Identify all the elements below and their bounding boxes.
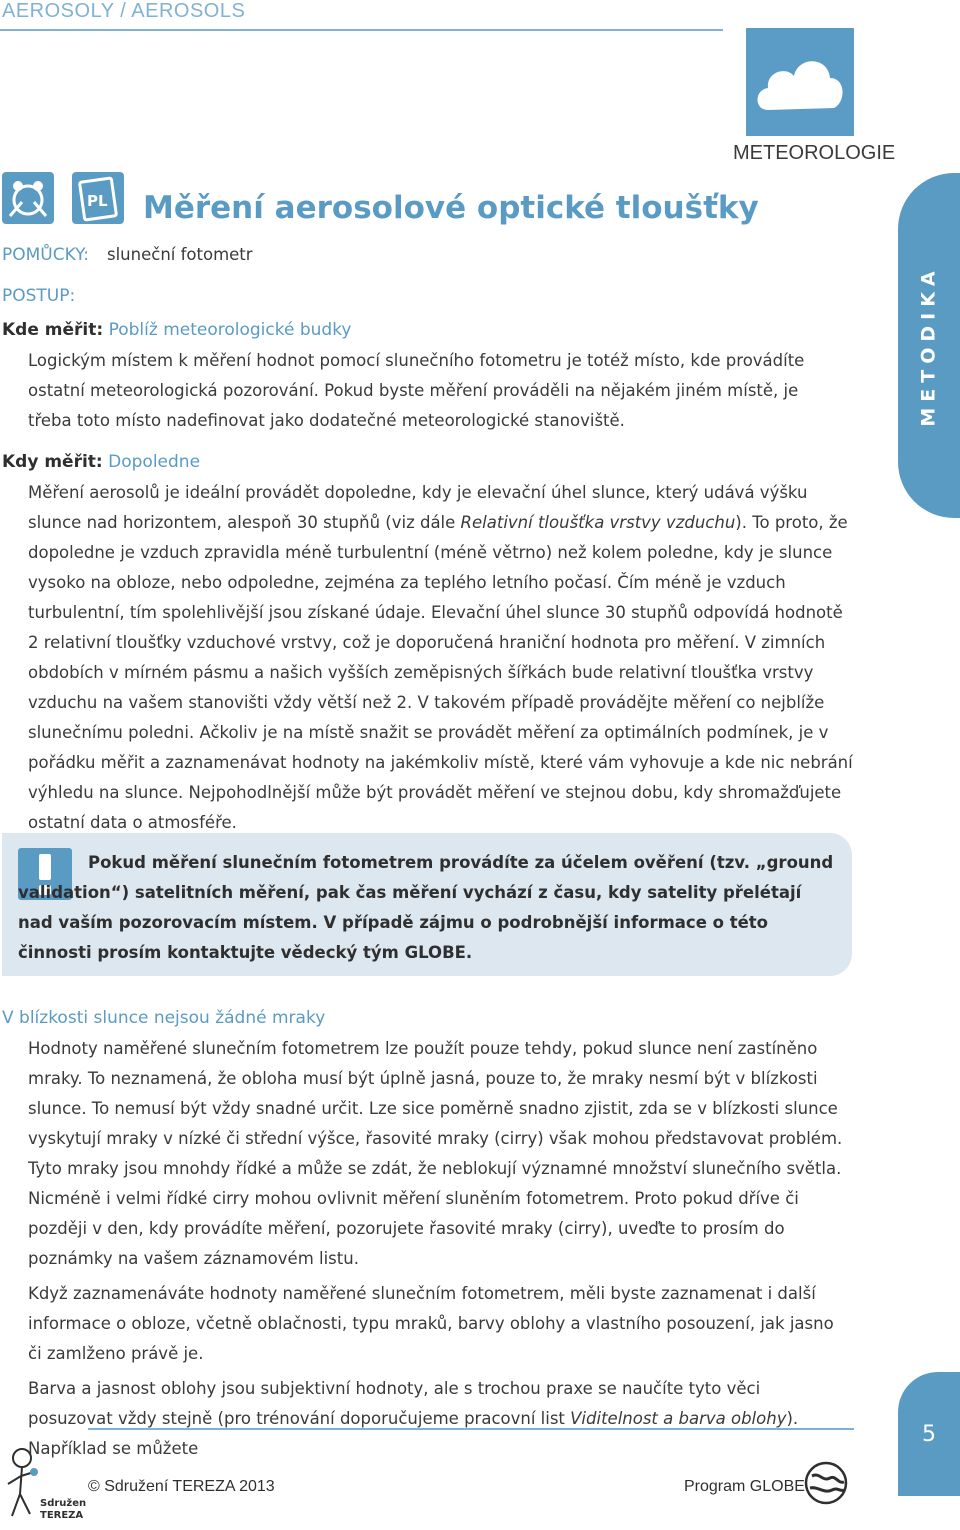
when-heading	[2, 452, 200, 472]
section-title: AEROSOLY / AEROSOLS	[2, 0, 246, 22]
when-text-ref: Relativní tloušťka vrstvy vzduchu	[460, 513, 736, 532]
clouds-p2: Když zaznamenáváte hodnoty naměřené slunečním fotometrem, měli byste zaznamenat i další informace o obloze, včetně oblačnosti, typu mraků, barvy oblohy a vlastního posouzení, jak jasno či zamlženo právě je.	[28, 1284, 834, 1363]
note-text: Pokud měření slunečním fotometrem provádíte za účelem ověření (tzv. „ground validation“) satelitních měření, pak čas měření vychází z času, kdy satelity přelétají nad vaším pozorovacím místem. V případě zájmu o podrobnější informace o této činnosti prosím kontaktujte vědecký tým GLOBE.	[18, 853, 834, 962]
pl-badge-text: PL	[87, 192, 108, 210]
clouds-p3-ref: Viditelnost a barva oblohy	[570, 1409, 787, 1428]
copyright: © Sdružení TEREZA 2013	[88, 1478, 275, 1495]
page-number: 5	[922, 1422, 936, 1447]
globe-logo	[800, 1458, 852, 1508]
page-number-tab	[898, 1372, 960, 1496]
when-value: Dopoledne	[108, 452, 201, 472]
program-name: Program GLOBE	[684, 1478, 805, 1495]
where-value: Poblíž meteorologické budky	[108, 320, 352, 340]
tools-value: sluneční fotometr	[107, 245, 253, 264]
header-divider	[0, 29, 723, 31]
when-text-a: Měření aerosolů je ideální provádět dopoledne, kdy je elevační úhel slunce, který udává výšku slunce nad horizontem, alespoň 30 stupňů (viz dále	[28, 483, 808, 532]
when-text-b: ). To proto, že dopoledne je vzduch zpravidla méně turbulentní (méně větrno) než kolem poledne, kdy je slunce vysoko na obloze, nebo odpoledne, zejména za teplého letního počasí. Čím méně je vzduch turbulentní, tím spolehlivější jsou získané údaje. Elevační úhel slunce 30 stupňů odpovídá hodnotě 2 relativní tloušťky vzduchové vrstvy, což je doporučená hraniční hodnota pro měření. V zimních obdobích v mírném pásmu a našich vyšších zeměpisných šířkách bude relativní tloušťka vrstvy vzduchu na vašem stanovišti vždy větší než 2. V takovém případě provádějte měření co nejblíže slunečnímu poledni. Ačkoliv je na místě snažit se provádět měření za optimálních podmínek, je v pořádku měřit a zaznamenávat hodnoty na jakémkoliv místě, které vám vyhovuje a kde nic nebrání výhledu na slunce. Nejpohodlnější může být provádět měření ve stejnou dobu, kdy shromažďujete ostatní data o atmosféře.	[28, 513, 853, 832]
clouds-p3-b: ). Například se můžete	[28, 1409, 799, 1458]
procedure-label: POSTUP:	[2, 286, 76, 306]
cloud-icon	[746, 28, 854, 136]
tereza-logo	[2, 1444, 86, 1526]
clouds-p3	[28, 1374, 850, 1464]
where-heading	[2, 320, 352, 340]
worksheet-icon	[72, 172, 124, 224]
when-text	[28, 478, 858, 838]
page-title: Měření aerosolové optické tloušťky	[143, 190, 759, 226]
tools-label: POMŮCKY:	[2, 245, 90, 265]
clouds-p3-a: Barva a jasnost oblohy jsou subjektivní hodnoty, ale s trochou praxe se naučíte tyto věci posuzovat vždy stejně (pro trénování doporučujeme pracovní list	[28, 1379, 761, 1428]
side-tab	[898, 173, 960, 518]
clouds-heading: V blízkosti slunce nejsou žádné mraky	[2, 1008, 326, 1028]
side-tab-label: METODIKA	[918, 264, 940, 427]
clouds-text	[28, 1034, 850, 1464]
clouds-p1: Hodnoty naměřené slunečním fotometrem lze použít pouze tehdy, pokud slunce není zastíněno mraky. To neznamená, že obloha musí být úplně jasná, pouze to, že mraky nesmí být v blízkosti slunce. To nemusí být vždy snadné určit. Lze sice poměrně snadno zjistit, zda se v blízkosti slunce vyskytují mraky v nízké či střední výšce, řasovité mraky (cirry) však mohou představovat problém. Tyto mraky jsou mnohdy řídké a může se zdát, že neblokují významné množství slunečního světla. Nicméně i velmi řídké cirry mohou ovlivnit měření sluněním fotometrem. Proto pokud dříve či později v den, kdy provádíte měření, pozorujete řasovité mraky (cirry), uveďte to prosím do poznámky na vašem záznamovém listu.	[28, 1039, 843, 1268]
when-label: Kdy měřit:	[2, 452, 103, 472]
logo-text-1: Sdružení	[40, 1498, 86, 1509]
where-text: Logickým místem k měření hodnot pomocí slunečního fotometru je totéž místo, kde provádíte ostatní meteorologická pozorování. Pokud byste měření prováděli na nějakém jiném místě, je třeba toto místo nadefinovat jako dodatečné meteorologické stanoviště.	[28, 351, 805, 430]
where-label: Kde měřit:	[2, 320, 104, 340]
footer-divider	[88, 1428, 854, 1430]
logo-text-2: TEREZA	[40, 1510, 84, 1521]
students-icon	[2, 172, 54, 224]
subject-label: METEOROLOGIE	[733, 142, 896, 164]
